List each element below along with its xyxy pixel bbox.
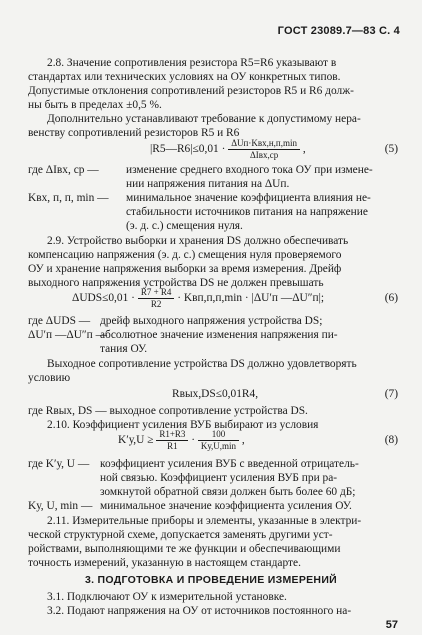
definition-term: где ΔIвх, ср — [28,164,99,176]
definition-text: минимальное значение коэффициента усиления ОУ. [100,500,352,512]
formula-6-numerator: R7 + R4 [138,287,175,299]
definition-term: где K′у, U — [28,458,90,470]
formula-8-left: K′у,U ≥ [118,434,154,447]
text-line: где Rвых, DS — выходное сопротивление устройства DS. [28,405,308,417]
text-line: точность измерений, указанную в настоящем стандарте. [28,557,301,569]
definition-text: тания ОУ. [100,343,148,355]
text-line: выходного напряжения устройства DS не должен превышать [28,277,324,289]
text-line: 2.11. Измерительные приборы и элементы, указанные в электри- [47,515,362,527]
equation-number-8: (8) [384,434,398,446]
formula-8 [118,429,245,452]
definition-text: нии напряжения питания на ΔUп. [126,178,290,190]
text-line: ройствами, выполняющими те же функции и обеспечивающими [28,543,341,555]
page-header: ГОСТ 23089.7—83 С. 4 [277,25,400,37]
formula-5-fraction [228,138,300,161]
formula-8-tail: , [241,434,245,447]
formula-8-fraction-1 [156,429,188,452]
text-line: условию [28,372,71,384]
definition-text: коэффициент усиления ВУБ с введенной отрицатель- [100,458,359,470]
definition-term: Kу, U, min — [28,500,93,512]
text-line: венству сопротивлений резисторов R5 и R6 [28,127,240,139]
equation-number-7: (7) [384,388,398,400]
text-line: Выходное сопротивление устройства DS должно удовлетворять [47,358,357,370]
text-line: 2.10. Коэффициент усиления ВУБ выбирают из условия [47,419,319,431]
definition-term: где ΔUDS — [28,315,91,327]
definition-text: (э. д. с.) смещения нуля. [126,220,243,232]
definition-text: абсолютное значение изменения напряжения пи- [100,329,338,341]
formula-5-tail: , [302,143,306,156]
definition-text: изменение среднего входного тока ОУ при измене- [126,164,373,176]
formula-5-left: |R5—R6|≤0,01 · [150,143,226,156]
formula-6-left: ΔUDS≤0,01 · [72,292,135,305]
definition-term: ΔU′п —ΔU″п — [28,329,108,341]
text-line: стандартах или технических условиях на ОУ конкретных типов. [28,71,341,83]
formula-5 [150,138,306,161]
formula-7: Rвых,DS≤0,01R4, [172,388,259,400]
definition-text: минимальное значение коэффициента влияния не- [126,192,371,204]
text-line: ны быть в пределах ±0,5 %. [28,99,162,111]
formula-8-denominator-2: Kу,U,min [200,441,237,451]
text-line: 3.1. Подключают ОУ к измерительной установке. [47,591,287,603]
equation-number-5: (5) [384,143,398,155]
formula-6-tail: · Kвп,п,п,min · |ΔU′п —ΔU″п|; [177,292,325,305]
formula-8-numerator-1: R1+R3 [156,429,188,441]
definition-text: зомкнутой обратной связи должен быть более 60 дБ; [100,486,356,498]
equation-number-6: (6) [384,292,398,304]
formula-6-fraction [138,287,175,310]
text-line: 3.2. Подают напряжения на ОУ от источников постоянного на- [47,605,352,617]
section-title: 3. ПОДГОТОВКА И ПРОВЕДЕНИЕ ИЗМЕРЕНИЙ [84,574,338,586]
definition-text: дрейф выходного напряжения устройства DS; [100,315,323,327]
page-number: 57 [385,619,398,631]
formula-5-numerator: ΔUп·Kвх,н,п,min [228,138,300,150]
text-line: Допустимые отклонения сопротивлений резисторов R5 и R6 долж- [28,85,354,97]
formula-5-denominator: ΔIвх,ср [249,150,279,160]
text-line: 2.8. Значение сопротивления резистора R5=R6 указывают в [47,57,337,69]
definition-text: стабильности источников питания на напряжение [126,206,368,218]
text-line: ОУ и хранение напряжения выборки за время измерения. Дрейф [28,263,342,275]
text-line: Дополнительно устанавливают требование к допустимому нера- [47,113,361,125]
formula-6 [72,287,324,310]
formula-8-denominator-1: R1 [167,441,178,451]
formula-8-mid: · [191,434,196,447]
formula-6-denominator: R2 [150,299,162,309]
definition-text: ной связью. Коэффициент усиления ВУБ при ра- [100,472,338,484]
definition-term: Kвх, п, п, min — [28,192,109,204]
text-line: компенсацию напряжения (э. д. с.) смещения нуля проверяемого [28,249,342,261]
formula-8-fraction-2 [198,429,239,452]
text-line: 2.9. Устройство выборки и хранения DS должно обеспечивать [47,235,349,247]
formula-8-numerator-2: 100 [198,429,239,441]
text-line: ческой структурной схеме, допускается заменять другими уст- [28,529,333,541]
